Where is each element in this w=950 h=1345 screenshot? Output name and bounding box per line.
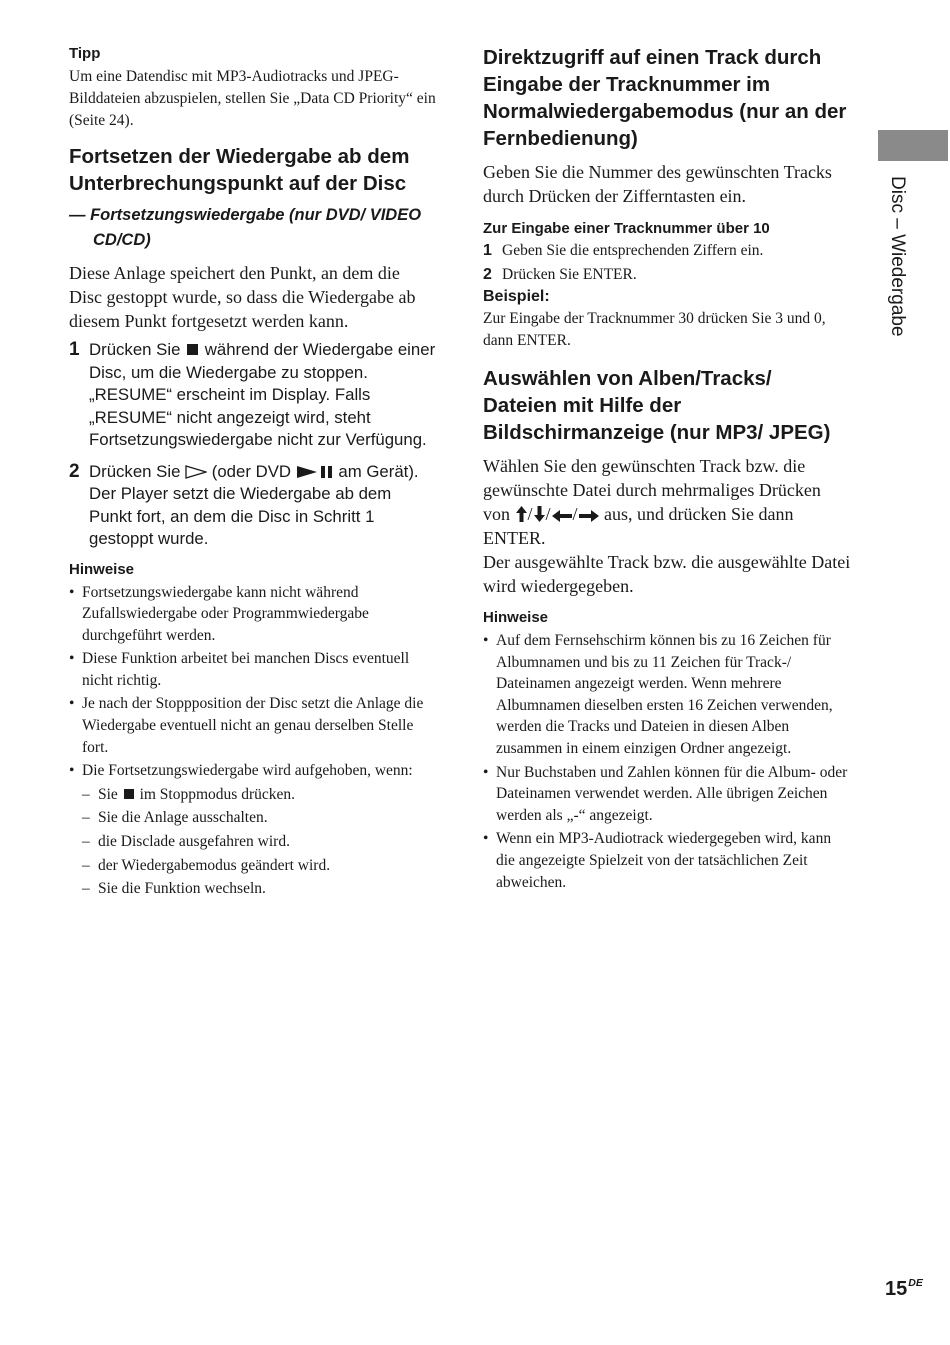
section-heading-resume: Fortsetzen der Wiedergabe ab dem Unterbrechungspunkt auf der Disc <box>69 145 410 195</box>
step-1-after: während der Wiedergabe einer Disc, um die Wiedergabe zu stoppen. <box>89 340 436 382</box>
dash-item: – die Disclade ausgefahren wird. <box>82 833 290 851</box>
page-number: 15DE <box>885 1277 923 1300</box>
right-column <box>483 44 851 895</box>
arrow-left-icon <box>551 509 573 523</box>
section-tab-marker <box>878 130 948 161</box>
step-1 <box>69 339 437 452</box>
note-item: • Je nach der Stoppposition der Disc setzt die Anlage die Wiedergabe eventuell nicht an genau derselben Stelle fort. <box>69 695 424 756</box>
notes-list-right <box>483 630 851 893</box>
note-item: • Nur Buchstaben und Zahlen können für die Album- oder Dateinamen verwendet werden. Alle übrigen Zeichen werden als „-“ angezeigt. <box>483 763 848 824</box>
cancel-conditions-list <box>69 784 437 900</box>
step-1-detail: „RESUME“ erscheint im Display. Falls „RESUME“ nicht angezeigt wird, steht Fortsetzungswiedergabe nicht zur Verfügung. <box>89 385 427 449</box>
section-side-label <box>880 176 920 361</box>
notes-list-left <box>69 582 437 782</box>
arrow-up-icon <box>515 505 528 523</box>
select-albums-intro: Wählen Sie den gewünschten Track bzw. die gewünschte Datei durch mehrmaliges Drücken von / / / aus, und drücken Sie dann ENTER. <box>483 456 821 548</box>
notes-label-left: Hinweise <box>69 560 135 578</box>
side-label-text: Disc – Wiedergabe <box>887 176 908 337</box>
resume-intro: Diese Anlage speichert den Punkt, an dem die Disc gestoppt wurde, so dass die Wiedergabe ab diesem Punkt fortgesetzt werden kann. <box>69 263 416 331</box>
note-item: • Auf dem Fernsehschirm können bis zu 16 Zeichen für Albumnamen und bis zu 11 Zeichen für Track-/ Dateinamen angezeigt werden. Wenn mehrere Albumnamen dieselben ersten 16 Zeichen verwenden, werden die Tracks und Dateien in diesen Alben zusammen in einem einzigen Ordner angezeigt. <box>483 632 833 757</box>
step-2-before: Drücken Sie <box>89 461 181 481</box>
play-pause-icon <box>296 465 334 479</box>
example-text: Zur Eingabe der Tracknummer 30 drücken Sie 3 und 0, dann ENTER. <box>483 310 826 349</box>
note-item: • Die Fortsetzungswiedergabe wird aufgehoben, wenn: <box>69 762 413 780</box>
tip-text: Um eine Datendisc mit MP3-Audiotracks und JPEG-Bilddateien abzuspielen, stellen Sie „Data CD Priority“ ein (Seite 24). <box>69 68 436 129</box>
arrow-down-icon <box>533 505 546 523</box>
stop-icon <box>187 344 198 355</box>
step-1-before: Drücken Sie <box>89 340 181 359</box>
dash-item: – Sie die Anlage ausschalten. <box>82 809 268 827</box>
dash-item: – Sie die Funktion wechseln. <box>82 880 266 898</box>
stop-icon <box>124 789 134 799</box>
dash-item: – Sie im Stoppmodus drücken. <box>82 785 295 803</box>
step-2 <box>69 461 437 551</box>
section-heading-direct-access: Direktzugriff auf einen Track durch Eingabe der Tracknummer im Normalwiedergabemodus (nur an der Fernbedienung) <box>483 46 847 150</box>
numbered-step: 1 Geben Sie die entsprechenden Ziffern ein. <box>483 242 764 259</box>
section-heading-select-albums: Auswählen von Alben/Tracks/ Dateien mit Hilfe der Bildschirmanzeige (nur MP3/ JPEG) <box>483 367 831 444</box>
step-2-middle: (oder DVD <box>211 461 292 481</box>
step-number: 2 <box>69 460 80 482</box>
arrow-right-icon <box>578 509 600 523</box>
step-number: 1 <box>69 339 80 360</box>
dash-item: – der Wiedergabemodus geändert wird. <box>82 856 331 874</box>
track-over-10-heading: Zur Eingabe einer Tracknummer über 10 <box>483 220 770 237</box>
select-albums-result: Der ausgewählte Track bzw. die ausgewählte Datei wird wiedergegeben. <box>483 552 851 596</box>
note-item: • Fortsetzungswiedergabe kann nicht während Zufallswiedergabe oder Programmwiedergabe durchgeführt werden. <box>69 583 369 644</box>
numbered-step: 2 Drücken Sie ENTER. <box>483 266 637 283</box>
direct-access-intro: Geben Sie die Nummer des gewünschten Tracks durch Drücken der Zifferntasten ein. <box>483 162 832 206</box>
note-item: • Wenn ein MP3-Audiotrack wiedergegeben wird, kann die angezeigte Spielzeit von der tatsächlichen Zeit abweichen. <box>483 830 832 891</box>
note-item: • Diese Funktion arbeitet bei manchen Discs eventuell nicht richtig. <box>69 650 410 689</box>
play-outline-icon <box>185 465 207 479</box>
page-language-suffix: DE <box>908 1277 923 1289</box>
tip-label: Tipp <box>69 45 101 62</box>
notes-label-right: Hinweise <box>483 609 549 626</box>
step-2-detail: Der Player setzt die Wiedergabe ab dem Punkt fort, an dem die Disc in Schritt 1 gestoppt wurde. <box>89 484 392 548</box>
section-subheading-resume: — Fortsetzungswiedergabe (nur DVD/ VIDEO CD/CD) <box>69 206 422 249</box>
resume-steps <box>69 339 437 551</box>
step-2-after: am Gerät). <box>338 461 419 481</box>
left-column <box>69 44 437 902</box>
example-label: Beispiel: <box>483 288 550 305</box>
